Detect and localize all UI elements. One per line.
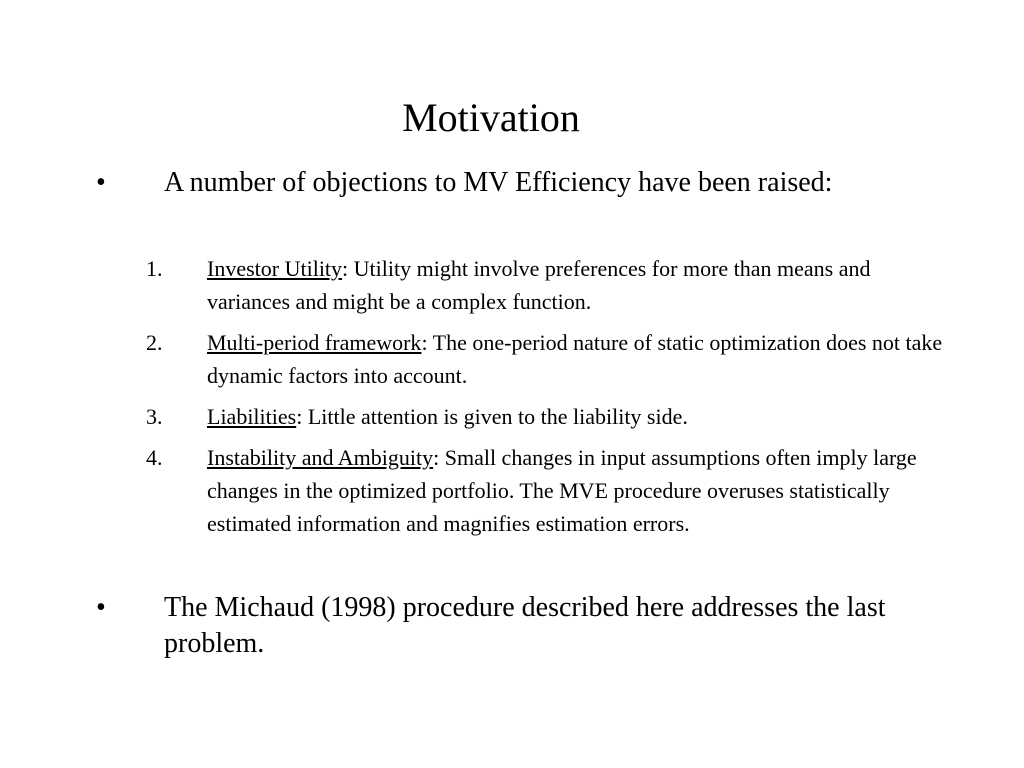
- list-item: [146, 326, 946, 392]
- bullet-marker: •: [96, 167, 106, 198]
- slide-title: Motivation: [402, 95, 580, 140]
- item-body: [207, 400, 947, 433]
- item-description: : Little attention is given to the liability side.: [296, 404, 688, 429]
- item-term: Multi-period framework: [207, 330, 422, 355]
- item-description: : Small changes in input assumptions often imply large changes in the optimized portfolio. The MVE procedure overuses statistically estimated information and magnifies estimation errors.: [207, 445, 917, 536]
- item-number: 3.: [146, 404, 163, 429]
- item-term: Investor Utility: [207, 256, 343, 281]
- item-term: Instability and Ambiguity: [207, 445, 434, 470]
- item-term: Liabilities: [207, 404, 297, 429]
- item-description: : Utility might involve preferences for more than means and variances and might be a complex function.: [207, 256, 871, 314]
- bullet-item: [96, 590, 956, 670]
- item-number: 2.: [146, 330, 163, 355]
- list-item: [146, 252, 946, 318]
- list-item: [146, 400, 946, 433]
- bullet-text: The Michaud (1998) procedure described here addresses the last problem.: [164, 592, 886, 659]
- bullet-text: A number of objections to MV Efficiency have been raised:: [164, 167, 833, 198]
- item-body: [207, 252, 947, 318]
- bullet-item: [96, 165, 956, 245]
- bullet-marker: •: [96, 592, 106, 623]
- item-number: 4.: [146, 445, 163, 470]
- objections-list: [146, 252, 946, 548]
- item-description: : The one-period nature of static optimization does not take dynamic factors into account.: [207, 330, 943, 388]
- item-body: [207, 441, 947, 540]
- item-number: 1.: [146, 256, 163, 281]
- item-body: [207, 326, 947, 392]
- list-item: [146, 441, 946, 540]
